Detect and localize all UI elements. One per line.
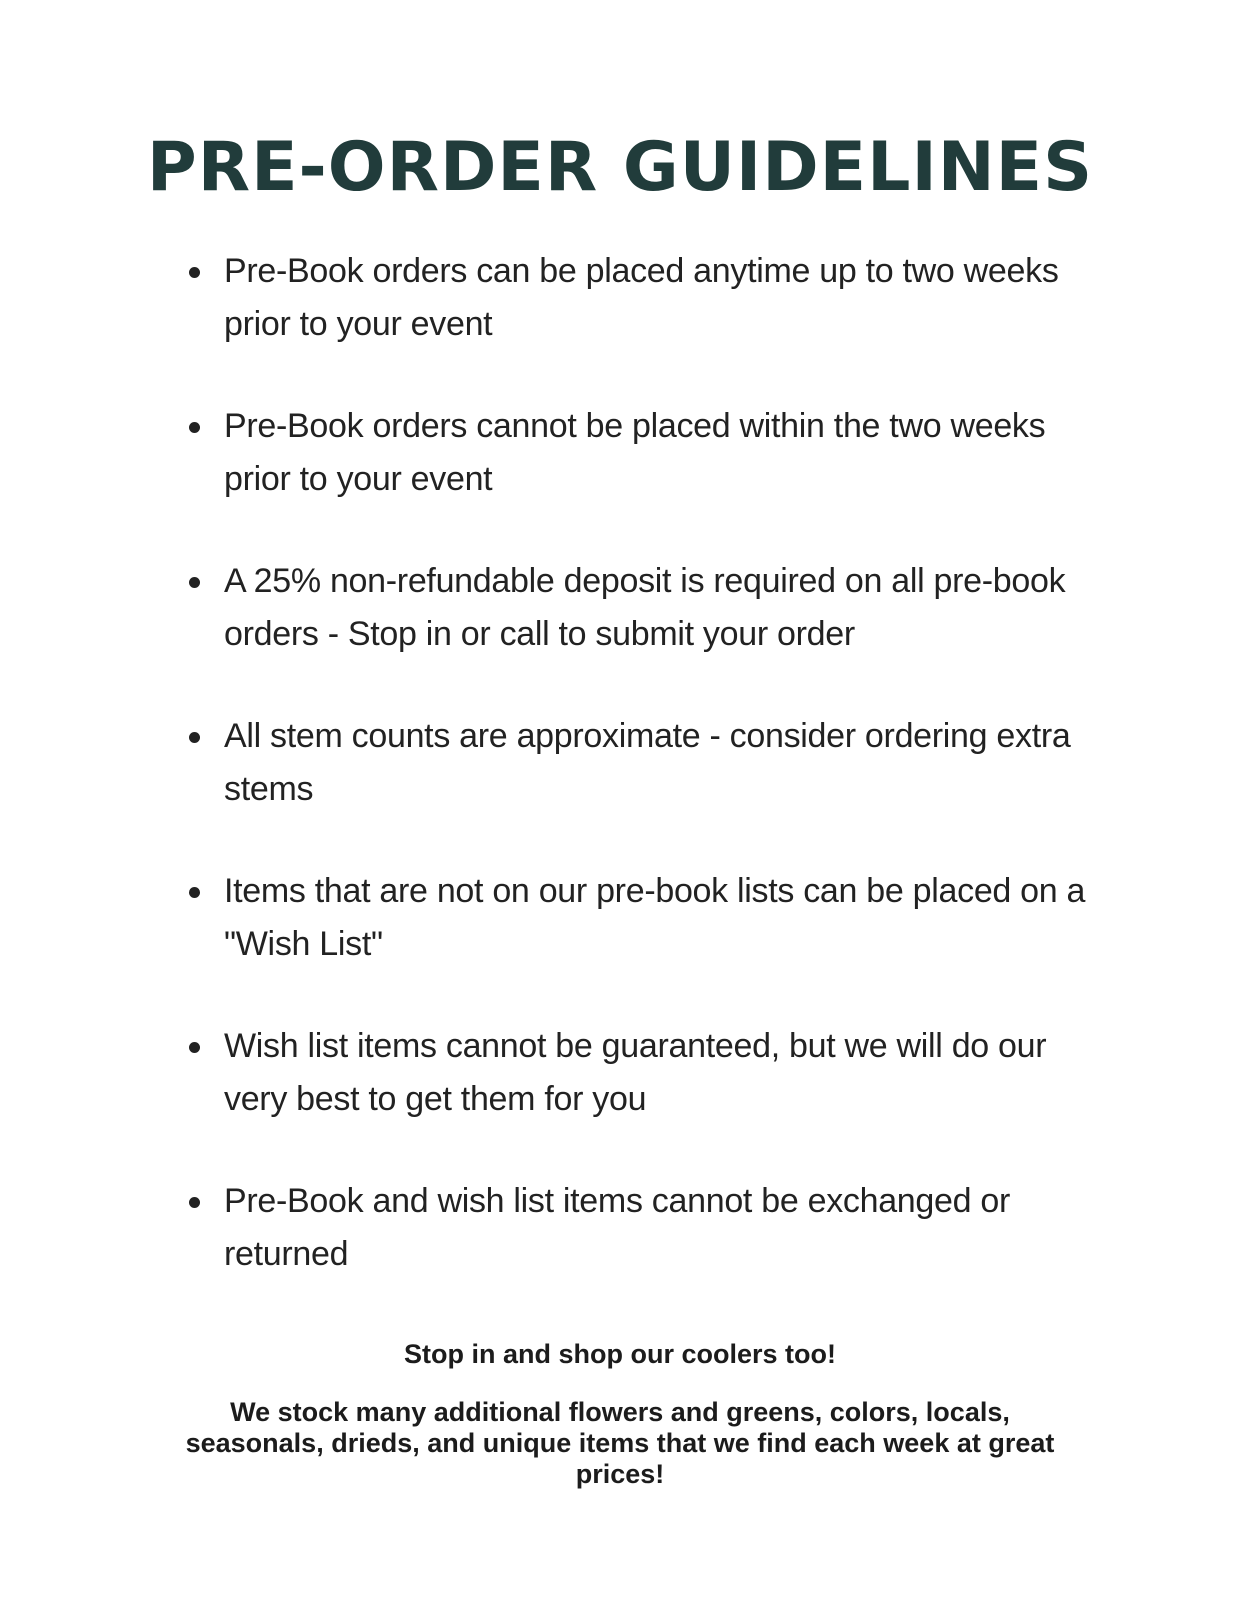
bullet-icon [189,1197,200,1208]
list-item [224,245,1104,351]
page-title: PRE-ORDER GUIDELINES [146,128,1094,207]
guideline-text: Pre-Book and wish list items cannot be exchanged or returned [224,1182,1011,1273]
bullet-icon [189,577,200,588]
footer-body: We stock many additional flowers and greens, colors, locals, seasonals, drieds, and unique items that we find each week at great prices! [185,1397,1055,1489]
list-item [224,400,1104,506]
bullet-icon [189,267,200,278]
list-item [224,710,1104,816]
footer-headline: Stop in and shop our coolers too! [404,1339,836,1369]
bullet-icon [189,1042,200,1053]
bullet-icon [189,887,200,898]
bullet-icon [189,422,200,433]
guideline-text: A 25% non-refundable deposit is required on all pre-book orders - Stop in or call to submit your order [224,562,1066,653]
list-item [224,555,1104,661]
guideline-text: Pre-Book orders can be placed anytime up to two weeks prior to your event [224,252,1059,343]
list-item [224,1020,1104,1126]
guideline-text: Wish list items cannot be guaranteed, but we will do our very best to get them for you [224,1027,1047,1118]
list-item [224,865,1104,971]
guideline-text: Items that are not on our pre-book lists can be placed on a "Wish List" [224,872,1086,963]
list-item [224,1175,1104,1281]
bullet-icon [189,732,200,743]
guideline-text: All stem counts are approximate - consider ordering extra stems [224,717,1071,808]
guideline-text: Pre-Book orders cannot be placed within the two weeks prior to your event [224,407,1046,498]
